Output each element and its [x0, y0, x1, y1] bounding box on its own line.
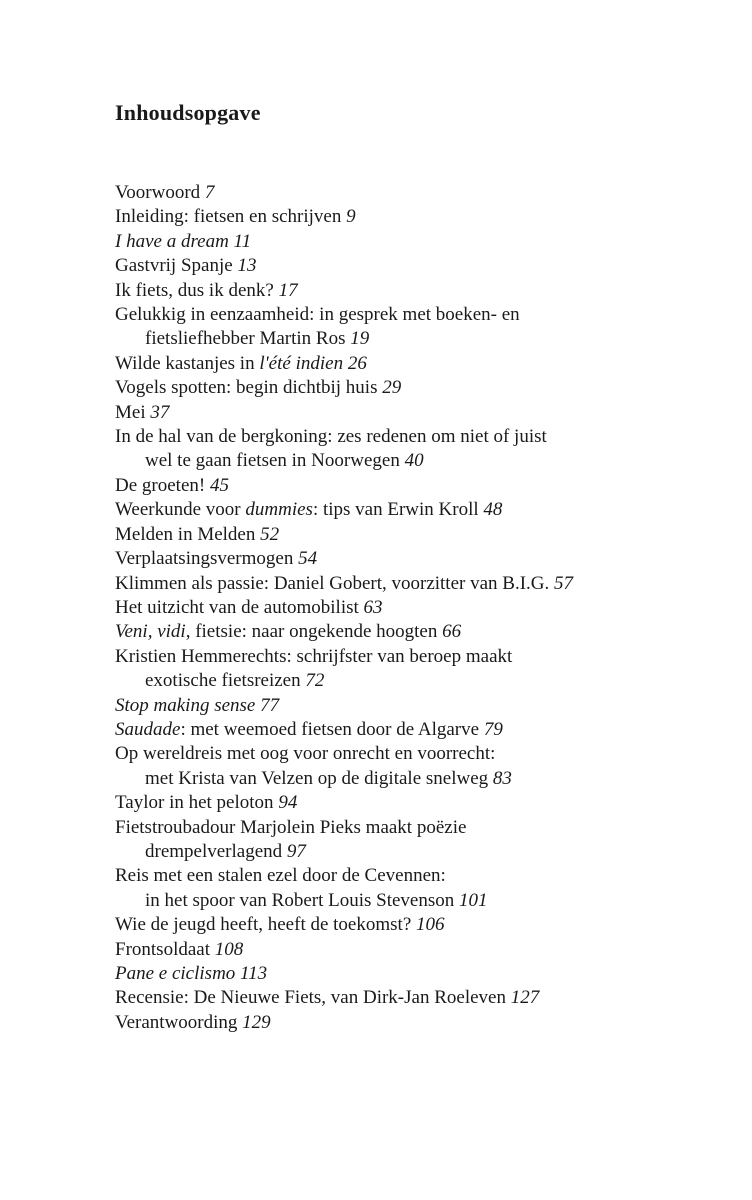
- toc-entry-mei: [115, 401, 715, 425]
- toc-page-number: 54: [298, 548, 318, 570]
- toc-entry-voorwoord: [115, 181, 715, 205]
- toc-page-number: 52: [260, 523, 280, 545]
- toc-page-number: 113: [240, 963, 268, 984]
- toc-entry-title: Wilde kastanjes in: [115, 352, 260, 374]
- toc-entry-title-italic: l'été indien: [259, 352, 344, 374]
- toc-entry-title: Op wereldreis met oog voor onrecht en voorrecht:: [115, 743, 496, 765]
- toc-entry-melden-in-melden: [115, 523, 715, 547]
- toc-entry-title: Verplaatsingsvermogen: [115, 548, 299, 570]
- toc-entry-title-tail: : tips van Erwin Kroll: [312, 499, 484, 521]
- toc-entry-fietstroubadour: [115, 816, 715, 865]
- toc-entry-title: De groeten!: [115, 474, 210, 496]
- toc-page-number: 13: [237, 255, 257, 277]
- toc-entry-vogels-spotten: [115, 376, 715, 400]
- toc-entry-title: Vogels spotten: begin dichtbij huis: [115, 377, 383, 399]
- toc-entry-saudade: [115, 718, 715, 742]
- toc-entry-title: Het uitzicht van de automobilist: [115, 596, 364, 618]
- toc-entry-kristien-hemmerechts: [115, 645, 715, 694]
- toc-page-number: 29: [382, 377, 402, 399]
- toc-page-number: 83: [492, 767, 512, 789]
- toc-entry-klimmen-als-passie: [115, 572, 715, 596]
- toc-page-number: 9: [346, 206, 356, 228]
- toc-entry-title-italic: dummies: [245, 499, 313, 521]
- toc-entry-uitzicht-automobilist: [115, 596, 715, 620]
- toc-entry-title: Wie de jeugd heeft, heeft de toekomst?: [115, 914, 417, 936]
- toc-entry-title-continued: drempelverlagend: [145, 840, 287, 862]
- toc-entry-title: Fietstroubadour Marjolein Pieks maakt poëzie: [115, 816, 467, 838]
- toc-entry-title: I have a dream: [115, 230, 234, 252]
- toc-entry-title: Kristien Hemmerechts: schrijfster van beroep maakt: [115, 645, 513, 667]
- toc-entry-title-continued: fietsliefhebber Martin Ros: [145, 328, 351, 350]
- toc-page-number: 77: [260, 694, 280, 716]
- toc-page-number: 63: [363, 596, 383, 618]
- toc-entry-verantwoording: [115, 1011, 715, 1035]
- toc-entry-title: Weerkunde voor: [115, 499, 246, 521]
- toc-entry-title-continued: wel te gaan fietsen in Noorwegen: [145, 450, 405, 472]
- toc-list: [115, 181, 715, 1035]
- toc-entry-title-continued: in het spoor van Robert Louis Stevenson: [145, 889, 459, 911]
- toc-entry-i-have-a-dream: [115, 230, 715, 254]
- toc-page-number: 108: [214, 938, 244, 960]
- toc-entry-title: Melden in Melden: [115, 523, 261, 545]
- toc-entry-reis-stalen-ezel: [115, 864, 715, 913]
- toc-page-number: 66: [442, 621, 462, 643]
- toc-entry-taylor-in-het-peloton: [115, 791, 715, 815]
- toc-page-number: 129: [242, 1011, 271, 1033]
- toc-entry-inleiding: [115, 205, 715, 229]
- toc-entry-title-continued: exotische fietsreizen: [145, 670, 306, 692]
- toc-page-number: 97: [286, 840, 306, 862]
- toc-entry-title: Recensie: De Nieuwe Fiets, van Dirk-Jan Roeleven: [115, 987, 511, 1009]
- toc-entry-gastvrij-spanje: [115, 254, 715, 278]
- toc-entry-title-italic: Veni, vidi: [115, 621, 186, 643]
- toc-page-number: 7: [204, 182, 215, 203]
- toc-entry-title: Mei: [115, 401, 151, 423]
- toc-page-number: 106: [416, 914, 445, 936]
- toc-entry-verplaatsingsvermogen: [115, 547, 715, 571]
- toc-page-number: 72: [305, 670, 325, 692]
- toc-entry-pane-e-ciclismo: [115, 962, 715, 986]
- toc-entry-title-continued: met Krista van Velzen op de digitale snelweg: [145, 767, 493, 789]
- toc-entry-title: Stop making sense: [115, 694, 261, 716]
- toc-page-number: 57: [554, 572, 574, 594]
- toc-entry-title: , fietsie: naar ongekende hoogten: [185, 621, 443, 643]
- toc-title: Inhoudsopgave: [115, 100, 261, 125]
- toc-entry-veni-vidi-fietsie: [115, 620, 715, 644]
- toc-entry-recensie: [115, 986, 715, 1010]
- toc-entry-title: : met weemoed fietsen door de Algarve: [180, 718, 484, 740]
- toc-entry-title: In de hal van de bergkoning: zes redenen om niet of juist: [115, 426, 547, 448]
- toc-entry-title: Inleiding: fietsen en schrijven: [115, 206, 347, 228]
- toc-entry-de-groeten: [115, 474, 715, 498]
- toc-entry-title: Reis met een stalen ezel door de Cevennen:: [115, 865, 446, 887]
- toc-page-number: 94: [278, 792, 298, 814]
- toc-entry-gelukkig-in-eenzaamheid: [115, 303, 715, 352]
- toc-entry-title-italic: Saudade: [115, 718, 181, 740]
- toc-page-number: 45: [209, 474, 229, 496]
- toc-entry-title: Gelukkig in eenzaamheid: in gesprek met boeken- en: [115, 304, 520, 326]
- toc-entry-title: Taylor in het peloton: [115, 792, 279, 814]
- toc-page-number: 127: [510, 987, 540, 1009]
- toc-entry-title: Voorwoord: [115, 182, 205, 203]
- toc-entry-frontsoldaat: [115, 938, 715, 962]
- toc-entry-hal-van-de-bergkoning: [115, 425, 715, 474]
- toc-page-number: 19: [350, 328, 370, 350]
- toc-entry-title: Verantwoording: [115, 1011, 243, 1033]
- toc-page-number: 101: [459, 889, 488, 911]
- toc-entry-weerkunde: [115, 498, 715, 522]
- toc-entry-ik-fiets: [115, 279, 715, 303]
- toc-entry-op-wereldreis: [115, 742, 715, 791]
- toc-page-number: 11: [233, 230, 252, 252]
- toc-entry-stop-making-sense: [115, 694, 715, 718]
- toc-entry-title: Pane e ciclismo: [115, 963, 241, 984]
- toc-entry-title: Gastvrij Spanje: [115, 255, 238, 277]
- toc-entry-title: Frontsoldaat: [115, 938, 215, 960]
- toc-entry-title: Ik fiets, dus ik denk?: [115, 279, 279, 301]
- toc-page-number: 26: [347, 352, 367, 374]
- toc-page-number: 40: [404, 450, 424, 472]
- toc-entry-wie-de-jeugd-heeft: [115, 913, 715, 937]
- toc-page-number: 48: [483, 499, 503, 521]
- toc-entry-wilde-kastanjes: [115, 352, 715, 376]
- toc-page-number: 37: [150, 401, 170, 423]
- toc-page-number: 17: [278, 279, 298, 301]
- toc-page-number: 79: [483, 718, 503, 740]
- toc-entry-title: Klimmen als passie: Daniel Gobert, voorzitter van B.I.G.: [115, 572, 555, 594]
